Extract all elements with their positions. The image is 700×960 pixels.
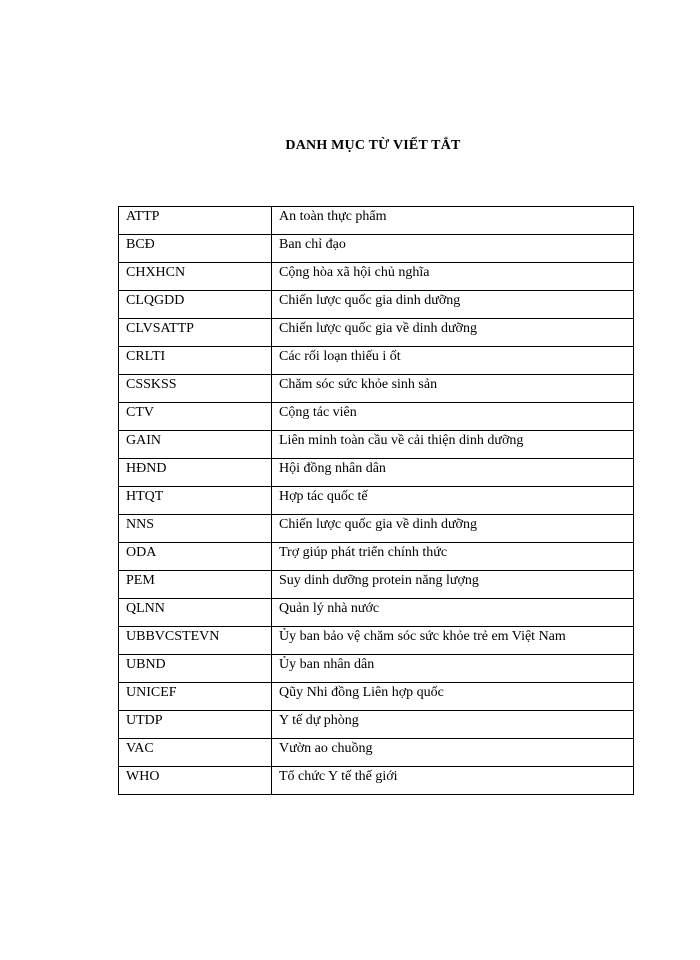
table-row bbox=[119, 767, 634, 795]
table-row bbox=[119, 319, 634, 347]
table-row bbox=[119, 683, 634, 711]
abbreviation-cell: CLQGDD bbox=[119, 291, 272, 319]
table-row bbox=[119, 207, 634, 235]
table-row bbox=[119, 291, 634, 319]
table-row bbox=[119, 543, 634, 571]
meaning-cell: Quản lý nhà nước bbox=[272, 599, 634, 627]
page-title: DANH MỤC TỪ VIẾT TẮT bbox=[285, 138, 461, 153]
abbreviation-cell: CLVSATTP bbox=[119, 319, 272, 347]
table-row bbox=[119, 375, 634, 403]
abbreviation-cell: UBBVCSTEVN bbox=[119, 627, 272, 655]
meaning-cell: Các rối loạn thiếu i ốt bbox=[272, 347, 634, 375]
table-row bbox=[119, 403, 634, 431]
table-row bbox=[119, 711, 634, 739]
abbreviation-cell: NNS bbox=[119, 515, 272, 543]
abbreviation-table bbox=[118, 206, 634, 795]
abbreviation-cell: BCĐ bbox=[119, 235, 272, 263]
abbreviation-cell: UTDP bbox=[119, 711, 272, 739]
meaning-cell: Chiến lược quốc gia về dinh dưỡng bbox=[272, 319, 634, 347]
meaning-cell: Ban chỉ đạo bbox=[272, 235, 634, 263]
abbreviation-cell: ODA bbox=[119, 543, 272, 571]
table-row bbox=[119, 655, 634, 683]
abbreviation-cell: VAC bbox=[119, 739, 272, 767]
meaning-cell: Chiến lược quốc gia dinh dưỡng bbox=[272, 291, 634, 319]
abbreviation-cell: HTQT bbox=[119, 487, 272, 515]
meaning-cell: Y tế dự phòng bbox=[272, 711, 634, 739]
abbreviation-cell: PEM bbox=[119, 571, 272, 599]
table-row bbox=[119, 235, 634, 263]
meaning-cell: Liên minh toàn cầu về cải thiện dinh dưỡng bbox=[272, 431, 634, 459]
meaning-cell: Cộng tác viên bbox=[272, 403, 634, 431]
meaning-cell: Hợp tác quốc tế bbox=[272, 487, 634, 515]
meaning-cell: Trợ giúp phát triển chính thức bbox=[272, 543, 634, 571]
table-row bbox=[119, 739, 634, 767]
table-row bbox=[119, 347, 634, 375]
table-row bbox=[119, 459, 634, 487]
meaning-cell: Cộng hòa xã hội chủ nghĩa bbox=[272, 263, 634, 291]
meaning-cell: Hội đồng nhân dân bbox=[272, 459, 634, 487]
meaning-cell: Chăm sóc sức khỏe sinh sản bbox=[272, 375, 634, 403]
abbreviation-cell: HĐND bbox=[119, 459, 272, 487]
abbreviation-cell: WHO bbox=[119, 767, 272, 795]
abbreviation-cell: UNICEF bbox=[119, 683, 272, 711]
table-row bbox=[119, 263, 634, 291]
meaning-cell: Tổ chức Y tế thế giới bbox=[272, 767, 634, 795]
meaning-cell: Ủy ban bảo vệ chăm sóc sức khỏe trẻ em Việt Nam bbox=[272, 627, 634, 655]
meaning-cell: Suy dinh dưỡng protein năng lượng bbox=[272, 571, 634, 599]
abbreviation-cell: CTV bbox=[119, 403, 272, 431]
table-row bbox=[119, 515, 634, 543]
abbreviation-cell: CRLTI bbox=[119, 347, 272, 375]
abbreviation-cell: UBND bbox=[119, 655, 272, 683]
abbreviation-cell: GAIN bbox=[119, 431, 272, 459]
abbreviation-cell: ATTP bbox=[119, 207, 272, 235]
table-row bbox=[119, 487, 634, 515]
abbreviation-cell: QLNN bbox=[119, 599, 272, 627]
meaning-cell: Ủy ban nhân dân bbox=[272, 655, 634, 683]
meaning-cell: Chiến lược quốc gia về dinh dưỡng bbox=[272, 515, 634, 543]
table-row bbox=[119, 431, 634, 459]
meaning-cell: Vườn ao chuồng bbox=[272, 739, 634, 767]
meaning-cell: An toàn thực phẩm bbox=[272, 207, 634, 235]
abbreviation-cell: CSSKSS bbox=[119, 375, 272, 403]
table-row bbox=[119, 571, 634, 599]
meaning-cell: Qũy Nhi đồng Liên hợp quốc bbox=[272, 683, 634, 711]
table-row bbox=[119, 599, 634, 627]
abbreviation-cell: CHXHCN bbox=[119, 263, 272, 291]
table-row bbox=[119, 627, 634, 655]
